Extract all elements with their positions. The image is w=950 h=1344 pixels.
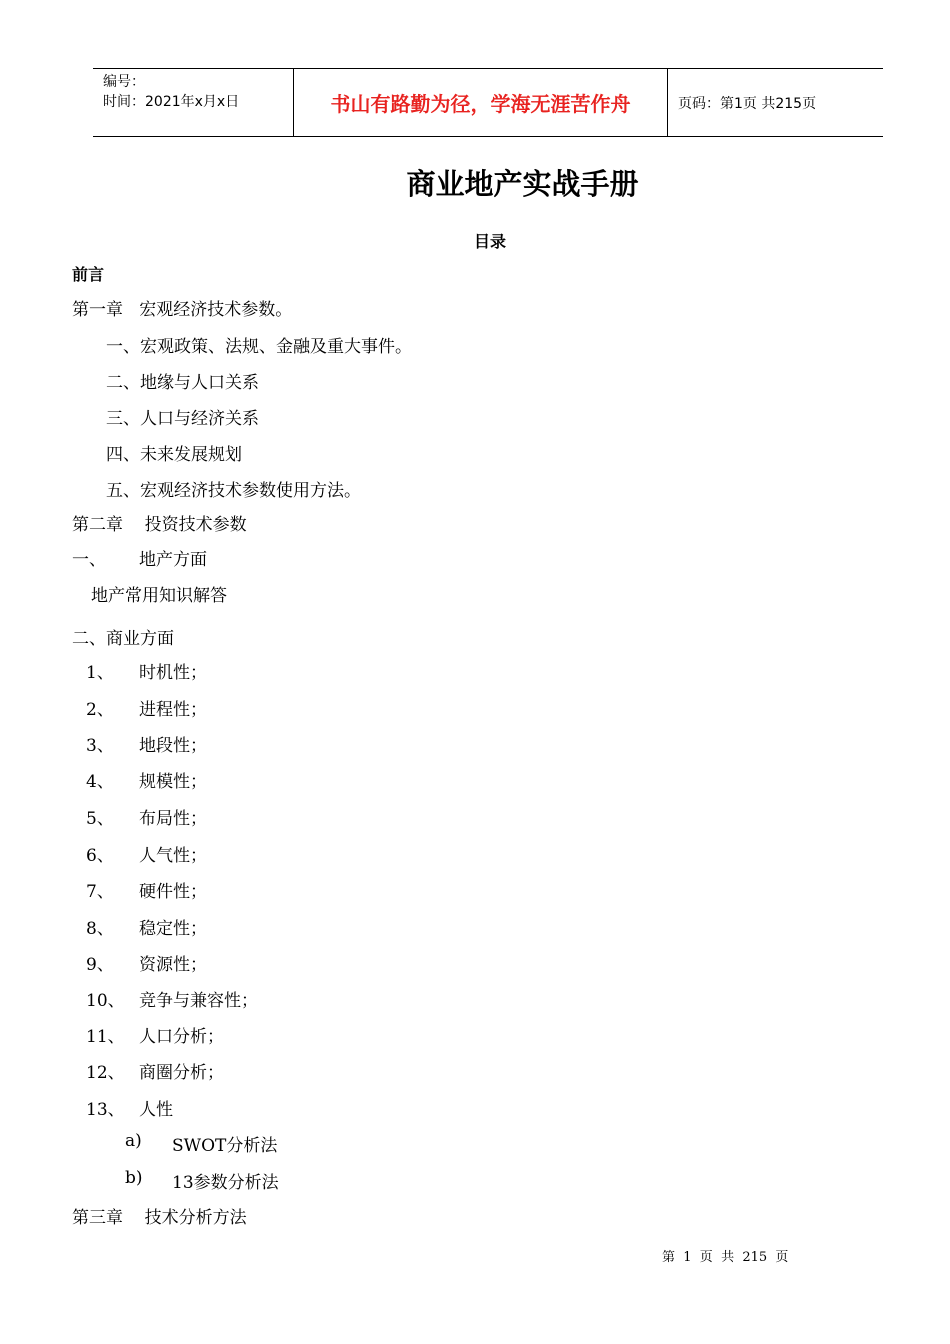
toc-item-number: 5、 [86, 809, 114, 829]
toc-ch1-item: 四、未来发展规划 [106, 445, 242, 465]
document-title: 商业地产实战手册 [406, 167, 639, 201]
toc-item-label: 资源性； [139, 955, 207, 975]
toc-item-label: 进程性； [139, 700, 207, 720]
toc-item-label: 人性 [139, 1100, 173, 1120]
toc-item-number: 2、 [86, 700, 114, 720]
toc-item-number: 1、 [86, 663, 114, 683]
toc-item-label: 时机性； [139, 663, 207, 683]
toc-item-label: 稳定性； [139, 919, 207, 939]
toc-chapter-1: 第一章 宏观经济技术参数。 [72, 300, 293, 320]
toc-item-number: 10、 [86, 991, 125, 1011]
toc-subitem-label: 13参数分析法 [172, 1173, 279, 1193]
toc-item-label: 规模性； [139, 772, 207, 792]
toc-item-number: 9、 [86, 955, 114, 975]
toc-item-number: 12、 [86, 1063, 125, 1083]
toc-item-label: 硬件性； [139, 882, 207, 902]
toc-ch1-item: 五、宏观经济技术参数使用方法。 [106, 481, 361, 501]
toc-subitem-number: b) [125, 1168, 143, 1188]
toc-item-label: 地段性； [139, 736, 207, 756]
toc-item-label: 人口分析； [139, 1027, 224, 1047]
toc-ch2-sec1-number: 一、 [72, 550, 106, 570]
toc-item-number: 7、 [86, 882, 114, 902]
toc-ch2-sec2: 二、商业方面 [72, 629, 174, 649]
toc-ch1-item: 三、人口与经济关系 [106, 409, 259, 429]
toc-item-number: 4、 [86, 772, 114, 792]
toc-item-number: 8、 [86, 919, 114, 939]
motto-cell [294, 69, 668, 136]
toc-chapter-2: 第二章 投资技术参数 [72, 515, 247, 535]
toc-item-label: 布局性； [139, 809, 207, 829]
code-label: 编号： [103, 74, 145, 90]
toc-ch1-item: 二、地缘与人口关系 [106, 373, 259, 393]
toc-item-number: 13、 [86, 1100, 125, 1120]
page-info-text: 页码：第1页 共215页 [678, 95, 817, 112]
motto-text: 书山有路勤为径，学海无涯苦作舟 [330, 92, 631, 116]
toc-subitem-number: a) [125, 1131, 142, 1151]
toc-heading: 目录 [473, 232, 506, 251]
toc-ch1-item: 一、宏观政策、法规、金融及重大事件。 [106, 337, 412, 357]
toc-item-label: 人气性； [139, 846, 207, 866]
toc-item-label: 竞争与兼容性； [139, 991, 258, 1011]
header-table [93, 68, 883, 137]
toc-item-number: 3、 [86, 736, 114, 756]
toc-ch2-sec1-sub: 地产常用知识解答 [91, 586, 227, 606]
toc-item-number: 11、 [86, 1027, 125, 1047]
time-label: 时间：2021年x月x日 [103, 94, 240, 110]
toc-ch2-sec1-label: 地产方面 [139, 550, 207, 570]
header-meta-cell [93, 69, 294, 136]
page-footer: 第 1 页 共 215 页 [662, 1250, 789, 1265]
toc-item-label: 商圈分析； [139, 1063, 224, 1083]
toc-item-number: 6、 [86, 846, 114, 866]
toc-subitem-label: SWOT分析法 [172, 1136, 278, 1156]
toc-chapter-3: 第三章 技术分析方法 [72, 1208, 247, 1228]
toc-preface: 前言 [72, 265, 105, 284]
page-info-cell [668, 69, 883, 136]
